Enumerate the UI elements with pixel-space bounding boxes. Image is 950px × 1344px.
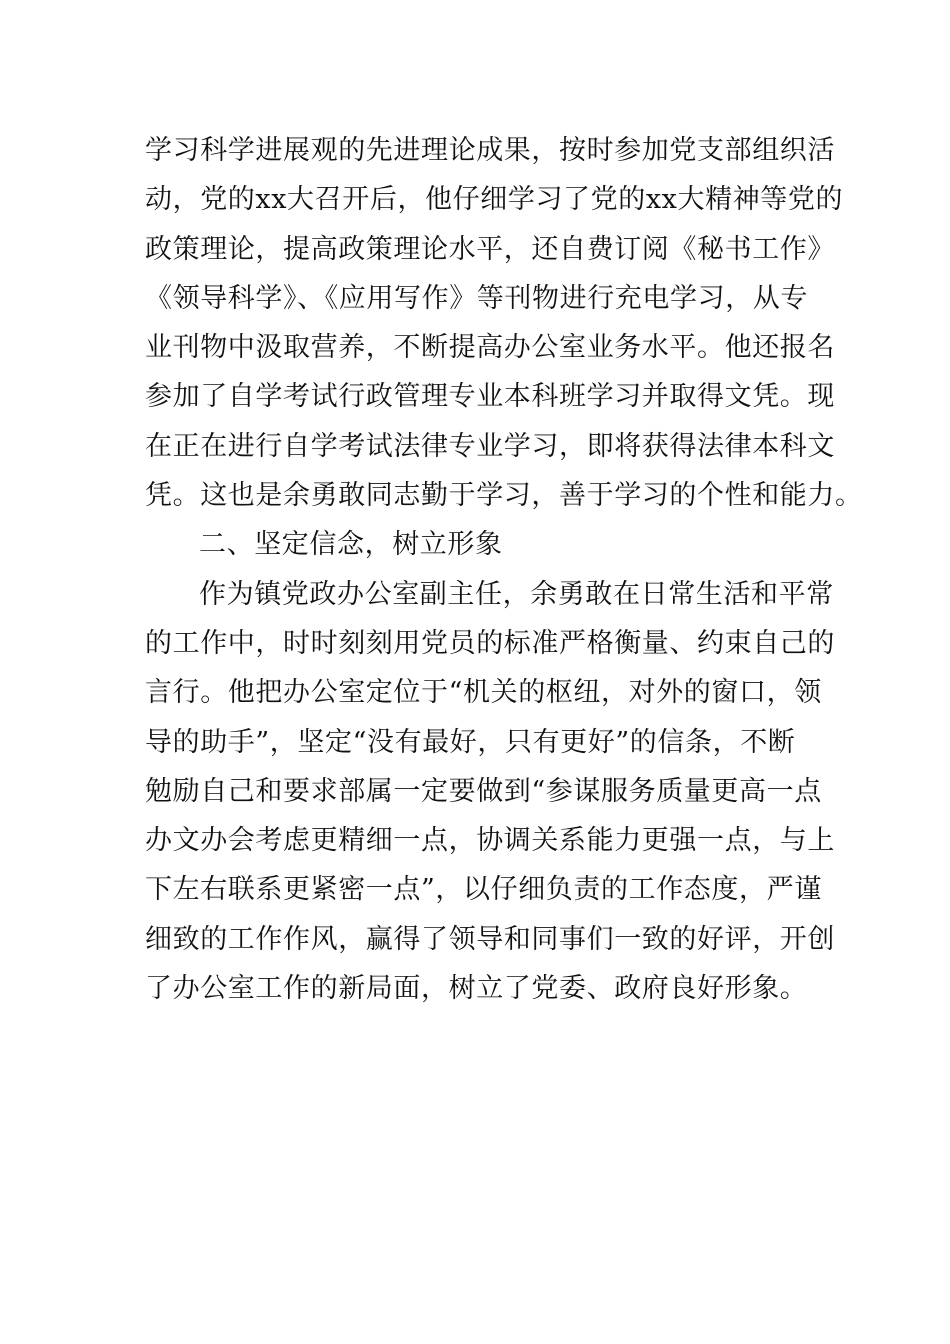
- paragraph-1: [145, 126, 863, 520]
- paragraph-line: 作为镇党政办公室副主任，余勇敢在日常生活和平常: [199, 578, 834, 610]
- paragraph-line: 导的助手”，坚定“没有最好，只有更好”的信条，不断: [145, 726, 796, 758]
- paragraph-line: 学习科学进展观的先进理论成果，按时参加党支部组织活: [145, 135, 835, 166]
- paragraph-line: 在正在进行自学考试法律专业学习，即将获得法律本科文: [145, 430, 835, 462]
- paragraph-line: 下左右联系更紧密一点”，以仔细负责的工作态度，严谨: [145, 874, 822, 906]
- paragraph-line: 细致的工作作风，赢得了领导和同事们一致的好评，开创: [145, 923, 835, 955]
- paragraph-line: 《领导科学》、《应用写作》等刊物进行充电学习，从专: [145, 282, 808, 314]
- paragraph-line: 勉励自己和要求部属一定要做到“参谋服务质量更高一点: [145, 775, 822, 807]
- paragraph-line: 动，党的xx大召开后，他仔细学习了党的xx大精神等党的: [145, 184, 844, 216]
- paragraph-line: 的工作中，时时刻刻用党员的标准严格衡量、约束自己的: [145, 627, 835, 659]
- paragraph-line: 政策理论，提高政策理论水平，还自费订阅《秘书工作》: [145, 233, 835, 265]
- paragraph-2: [145, 570, 835, 1014]
- paragraph-line: 言行。他把办公室定位于“机关的枢纽，对外的窗口，领: [145, 677, 822, 709]
- paragraph-line: 业刊物中汲取营养，不断提高办公室业务水平。他还报名: [145, 332, 835, 364]
- section-heading: 二、坚定信念，树立形象: [199, 529, 503, 561]
- paragraph-line: 办文办会考虑更精细一点，协调关系能力更强一点，与上: [145, 825, 835, 857]
- paragraph-line: 凭。这也是余勇敢同志勤于学习，善于学习的个性和能力。: [145, 480, 863, 512]
- document-body: [145, 126, 863, 1013]
- paragraph-line: 了办公室工作的新局面，树立了党委、政府良好形象。: [145, 973, 808, 1005]
- paragraph-line: 参加了自学考试行政管理专业本科班学习并取得文凭。现: [145, 381, 835, 413]
